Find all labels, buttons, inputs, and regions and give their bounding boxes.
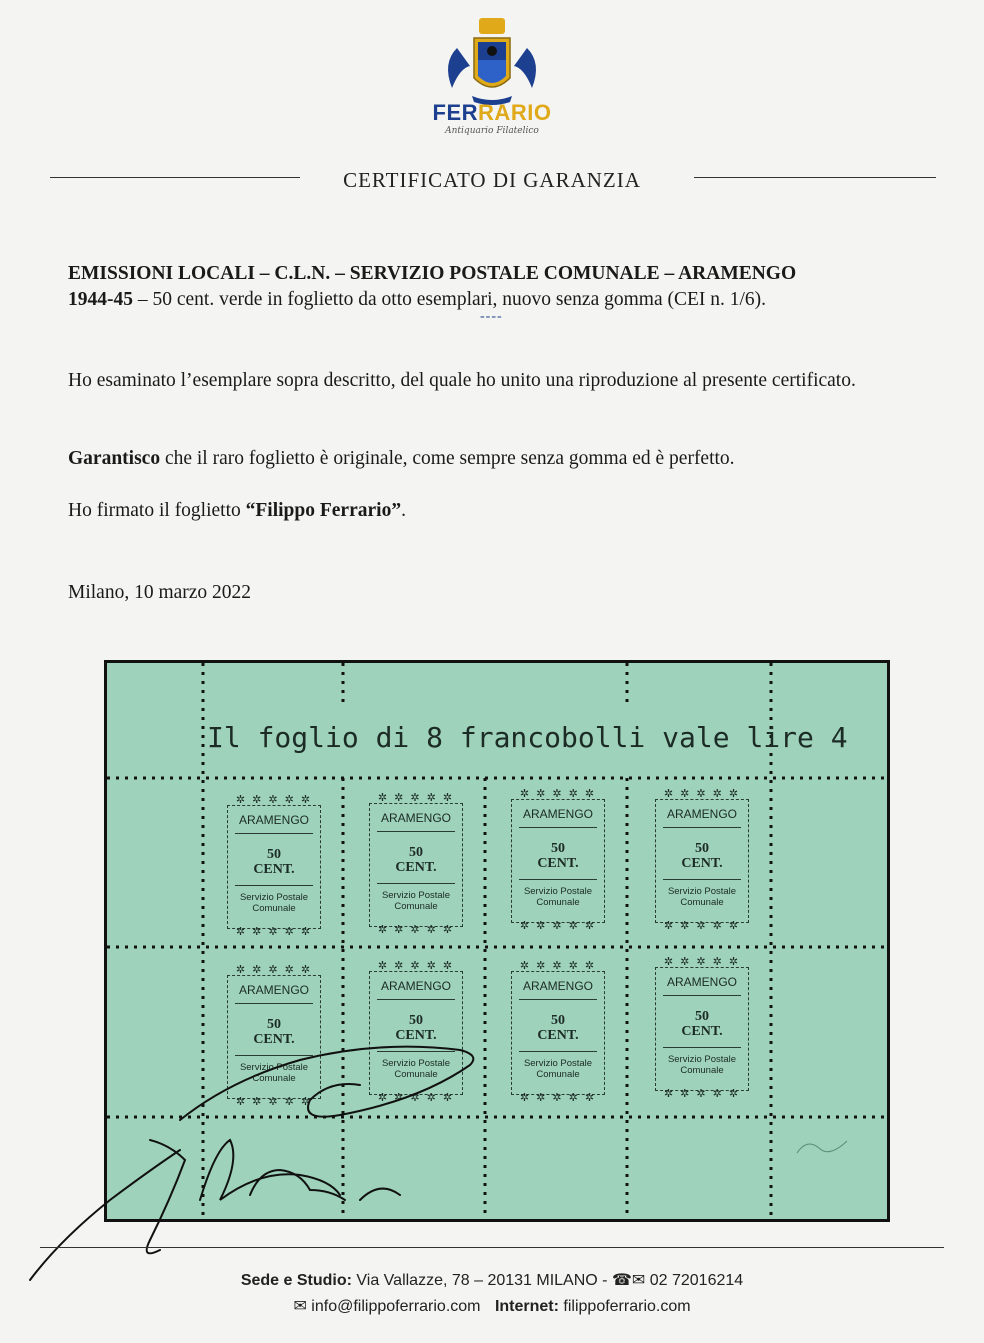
issue-heading: EMISSIONI LOCALI – C.L.N. – SERVIZIO POSTALE COMUNALE – ARAMENGO: [68, 263, 797, 284]
guarantee-text: che il raro foglietto è originale, come sempre senza gomma ed è perfetto.: [160, 448, 735, 469]
signature-text-start: Ho firmato il foglietto: [68, 500, 246, 521]
stamp: ✲ ✲ ✲ ✲ ✲ ARAMENGO 50 CENT. Servizio Postale Comunale ✲ ✲ ✲ ✲ ✲: [499, 957, 617, 1107]
issue-years: 1944-45: [68, 289, 133, 310]
internet-label: Internet:: [494, 1298, 559, 1315]
footer-address-line: [0, 1270, 984, 1290]
issue-description: – 50 cent. verde in foglietto da otto esemplari, nuovo senza gomma (CEI n. 1/6).: [133, 289, 767, 310]
sheet-header-text: Il foglio di 8 francobolli vale lire 4: [207, 721, 848, 754]
pencil-mark: [797, 1141, 847, 1153]
separator: ----: [480, 309, 503, 324]
email-link[interactable]: info@filippoferrario.com: [311, 1298, 481, 1315]
examination-paragraph: Ho esaminato l’esemplare sopra descritto, del quale ho unito una riproduzione al presente certificato.: [68, 370, 856, 391]
signer-name: “Filippo Ferrario”: [245, 500, 402, 521]
studio-address: Via Vallazze, 78 – 20131 MILANO -: [351, 1272, 612, 1289]
stamp-sheet-image: [104, 660, 890, 1222]
stamp: ✲ ✲ ✲ ✲ ✲ ARAMENGO 50 CENT. Servizio Postale Comunale ✲ ✲ ✲ ✲ ✲: [499, 785, 617, 935]
phone-fax-icon: ☎✉: [611, 1272, 650, 1289]
guarantee-keyword: Garantisco: [68, 448, 161, 469]
place-date: Milano, 10 marzo 2022: [68, 582, 252, 603]
stamp: ✲ ✲ ✲ ✲ ✲ ARAMENGO 50 CENT. Servizio Postale Comunale ✲ ✲ ✲ ✲ ✲: [643, 785, 761, 935]
studio-label: Sede e Studio:: [240, 1272, 352, 1289]
brand-tagline: Antiquario Filatelico: [445, 126, 539, 136]
signature-text-end: .: [401, 500, 406, 521]
phone-number: 02 72016214: [649, 1272, 744, 1289]
signature-paragraph: [68, 498, 923, 523]
footer-contact-line: [0, 1296, 984, 1316]
stamp: ✲ ✲ ✲ ✲ ✲ ARAMENGO 50 CENT. Servizio Postale Comunale ✲ ✲ ✲ ✲ ✲: [215, 791, 333, 941]
footer-rule: [40, 1247, 944, 1248]
stamp: ✲ ✲ ✲ ✲ ✲ ARAMENGO 50 CENT. Servizio Postale Comunale ✲ ✲ ✲ ✲ ✲: [357, 957, 475, 1107]
brand-logo: FERRARIO: [432, 100, 552, 125]
stamp: ✲ ✲ ✲ ✲ ✲ ARAMENGO 50 CENT. Servizio Postale Comunale ✲ ✲ ✲ ✲ ✲: [643, 953, 761, 1103]
envelope-icon: ✉: [293, 1298, 312, 1315]
guarantee-paragraph: [68, 446, 923, 471]
stamp: ✲ ✲ ✲ ✲ ✲ ARAMENGO 50 CENT. Servizio Postale Comunale ✲ ✲ ✲ ✲ ✲: [215, 961, 333, 1111]
certificate-title: CERTIFICATO DI GARANZIA: [343, 168, 641, 192]
stamp: ✲ ✲ ✲ ✲ ✲ ARAMENGO 50 CENT. Servizio Postale Comunale ✲ ✲ ✲ ✲ ✲: [357, 789, 475, 939]
website-link[interactable]: filippoferrario.com: [563, 1298, 691, 1315]
